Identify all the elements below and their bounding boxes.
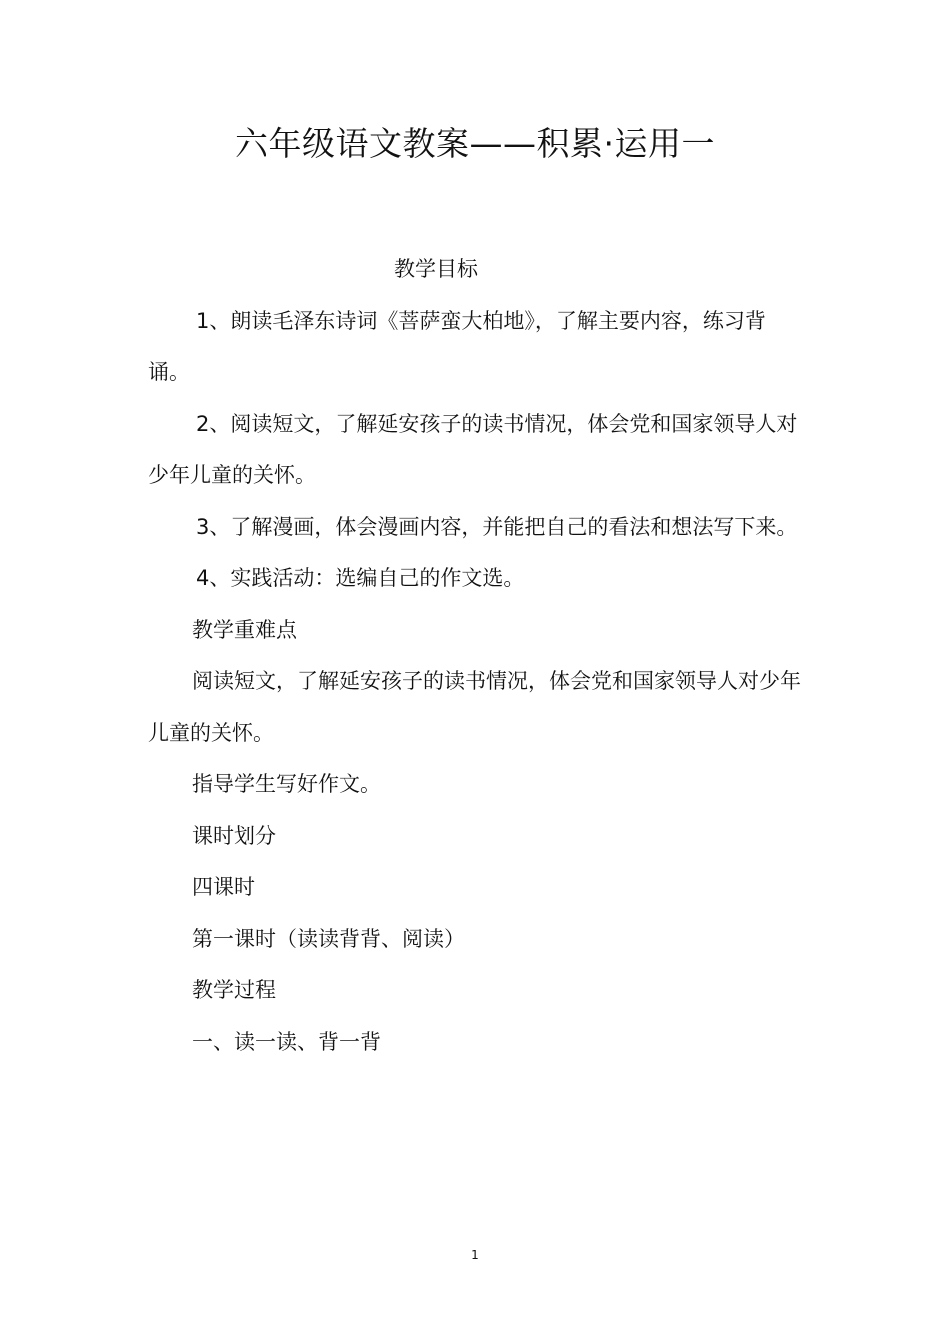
process-heading: 教学过程 xyxy=(192,978,276,1002)
lesson-one-heading: 第一课时（读读背背、阅读） xyxy=(192,926,465,951)
objective-item: 3、了解漫画，体会漫画内容，并能把自己的看法和想法写下来。 xyxy=(196,514,798,539)
objective-item: 2、阅读短文，了解延安孩子的读书情况，体会党和国家领导人对少年儿童的关怀。 xyxy=(148,411,798,487)
key-point-item: 阅读短文，了解延安孩子的读书情况，体会党和国家领导人对少年儿童的关怀。 xyxy=(148,669,801,745)
objective-item: 4、实践活动：选编自己的作文选。 xyxy=(196,566,525,590)
schedule-heading: 课时划分 xyxy=(192,823,276,848)
page-number: 1 xyxy=(471,1248,479,1262)
step-one: 一、读一读、背一背 xyxy=(192,1029,381,1054)
document-title: 六年级语文教案——积累·运用一 xyxy=(235,124,715,163)
objectives-heading: 教学目标 xyxy=(394,257,478,281)
objective-item: 1、朗读毛泽东诗词《菩萨蛮大柏地》，了解主要内容，练习背诵。 xyxy=(148,308,766,384)
document-body xyxy=(148,244,802,1068)
key-points-heading: 教学重难点 xyxy=(192,617,297,642)
schedule-value: 四课时 xyxy=(192,875,255,899)
key-point-item: 指导学生写好作文。 xyxy=(192,772,381,796)
